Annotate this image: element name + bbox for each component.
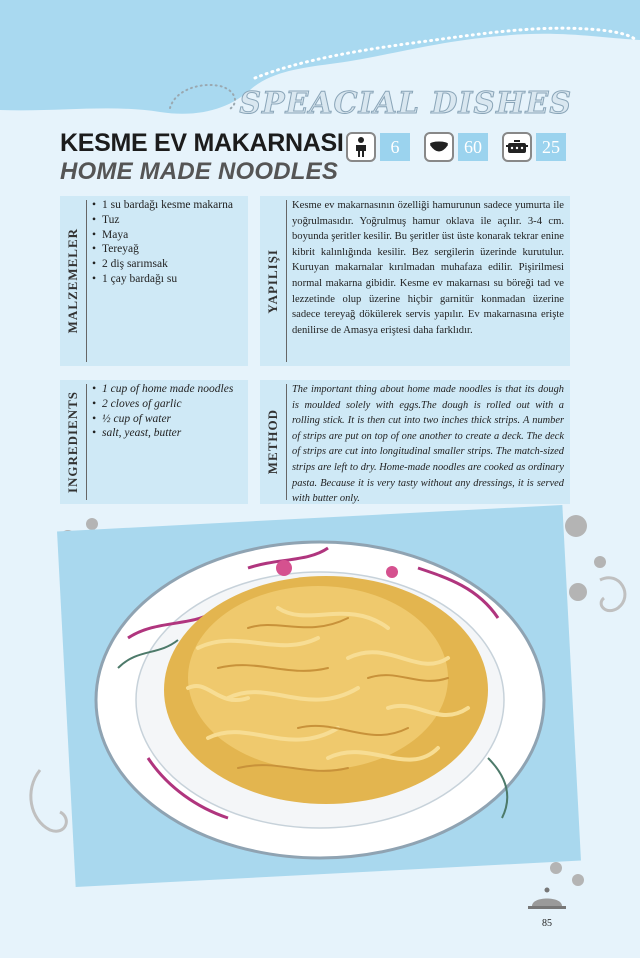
method-text: The important thing about home made noodles is that its dough is moulded solely with eggs.The dough is rolled out with a rolling stick. It is then cut into two inches thick strips. A number of strips are put on top of one another to create a deck. The deck of strips are cut into longitudinal smaller strips. The match-sized strips are left to dry. Home-made noodles are cooked as ordinary pasta. Because it is very tasty without any dressings, it is served with butter only. <box>292 384 564 505</box>
cook-time-stat <box>502 131 566 163</box>
list-item: • 2 diş sarımsak <box>92 257 244 272</box>
method-panel <box>260 380 570 504</box>
cloche-icon <box>526 884 568 914</box>
list-item: • ½ cup of water <box>92 412 244 427</box>
pot-icon <box>502 132 532 162</box>
prep-time-value: 60 <box>458 133 488 161</box>
yapilisi-text: Kesme ev makarnasının özelliği hamurunun sadece yumurta ile yoğrulmasıdır. Yoğrulmuş hamur oklava ile açılır. 3-4 cm. boyunda şeritler kesilir. Bu şeritler üst üste konarak tekrar enine kibrit kalınlığında kesilir. Bez sergilerin üzerinde kurutulur. Kuruyan makarnalar kırılmadan muhafaza edilir. Pişirilmesi normal makarna gibidir. Kesme ev makarnası su böreği tad ve lezzetinde olup üzerine hiçbir garnitür konmadan üzerine sadece tereyağ dökülerek servis yapılır. Ev makarnasına erişte denilirse de Amasya eriştesi daha farklıdır. <box>292 200 564 336</box>
yapilisi-label: YAPILIŞI <box>265 248 280 314</box>
page-number: 85 <box>542 918 552 929</box>
recipe-title: KESME EV MAKARNASI <box>60 129 344 157</box>
method-label: METHOD <box>265 409 280 475</box>
ingredients-panel <box>60 380 248 504</box>
list-item: • 1 çay bardağı su <box>92 272 244 287</box>
list-item: • Tereyağ <box>92 242 244 257</box>
list-item: • salt, yeast, butter <box>92 426 244 441</box>
servings-value: 6 <box>380 133 410 161</box>
list-item: • Tuz <box>92 213 244 228</box>
yapilisi-panel <box>260 196 570 366</box>
section-title: SPEACIAL DISHES <box>239 86 572 121</box>
ingredients-label: INGREDIENTS <box>65 390 80 494</box>
ingredients-list <box>92 382 244 441</box>
list-item: • 1 su bardağı kesme makarna <box>92 198 244 213</box>
malzemeler-list <box>92 198 244 287</box>
person-icon <box>346 132 376 162</box>
list-item: • Maya <box>92 228 244 243</box>
bowl-icon <box>424 132 454 162</box>
list-item: • 2 cloves of garlic <box>92 397 244 412</box>
prep-time-stat <box>424 131 488 163</box>
noodles-photo <box>88 528 558 868</box>
recipe-subtitle: HOME MADE NOODLES <box>60 158 339 185</box>
servings-stat <box>346 131 410 163</box>
malzemeler-label: MALZEMELER <box>65 228 80 334</box>
malzemeler-panel <box>60 196 248 366</box>
list-item: • 1 cup of home made noodles <box>92 382 244 397</box>
cook-time-value: 25 <box>536 133 566 161</box>
